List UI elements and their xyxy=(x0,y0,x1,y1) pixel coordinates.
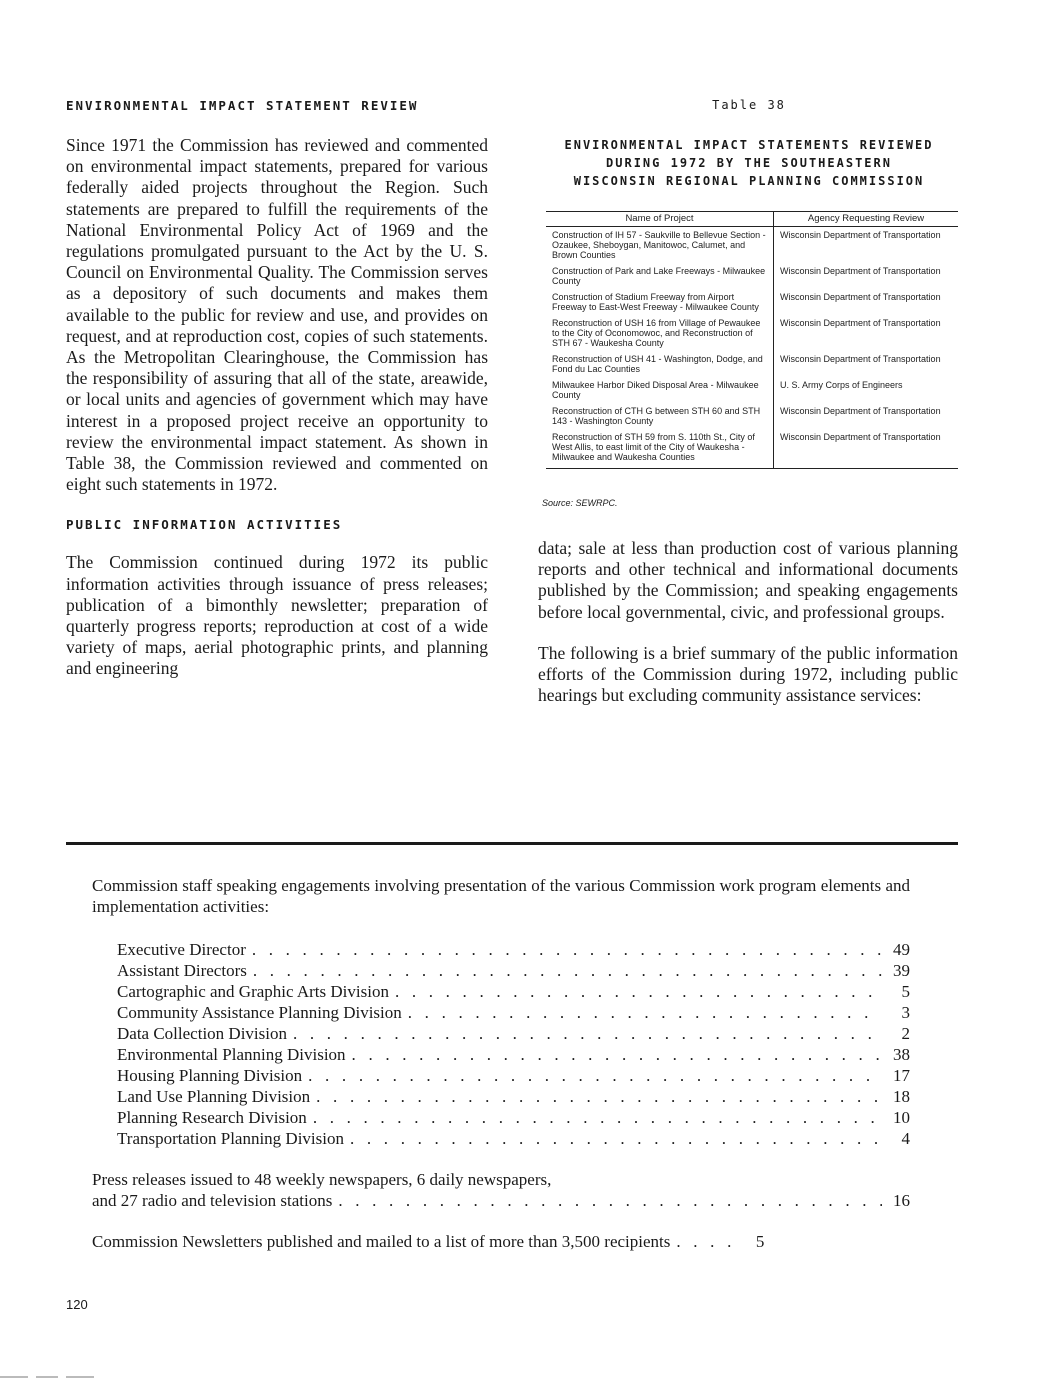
agency-cell: Wisconsin Department of Transportation xyxy=(780,354,941,364)
project-cell: Reconstruction of USH 16 from Village of Pewaukee to the City of Oconomowoc, and Reconstruction of STH 67 - Waukesha County xyxy=(546,315,774,351)
list-item xyxy=(117,1107,910,1128)
agency-cell: Wisconsin Department of Transportation xyxy=(780,318,941,328)
eis-review-paragraph: Since 1971 the Commission has reviewed and commented on environmental impact statements, prepared for various federally aided projects throughout the Region. Such statements are prepared to fulfill the requirements of the National Environmental Policy Act of 1969 and the regulations promulgated pursuant to the Act by the U. S. Council on Environmental Quality. The Commission serves as a depository of such documents and makes them available to the public for review and use, and provides on request, and at reproduction cost, copies of such statements. As the Metropolitan Clearinghouse, the Commission has the responsibility of assuring that all of the state, areawide, or local units and agencies of government which may have interest in a proposed project receive an opportunity to review the environmental impact statement. As shown in Table 38, the Commission reviewed and commented on eight such statements in 1972. xyxy=(66,135,488,495)
dot-leader xyxy=(338,1190,882,1211)
item-value: 18 xyxy=(893,1087,910,1106)
table-row xyxy=(546,351,958,377)
item-value: 49 xyxy=(893,940,910,959)
list-item xyxy=(117,1044,910,1065)
press-releases-value: 16 xyxy=(893,1191,910,1210)
column-header-project: Name of Project xyxy=(546,212,774,227)
dot-leader xyxy=(313,1107,882,1128)
table-number: Table 38 xyxy=(712,98,786,112)
item-label: Housing Planning Division xyxy=(117,1066,303,1085)
item-label: Assistant Directors xyxy=(117,961,247,980)
table-row xyxy=(546,403,958,429)
item-value: 4 xyxy=(901,1129,910,1148)
table-caption-line-3: WISCONSIN REGIONAL PLANNING COMMISSION xyxy=(573,174,925,188)
newsletters-value: 5 xyxy=(755,1232,765,1251)
item-value: 3 xyxy=(901,1003,910,1022)
dot-leader xyxy=(308,1065,882,1086)
table-caption-line-1: ENVIRONMENTAL IMPACT STATEMENTS REVIEWED xyxy=(564,138,934,152)
item-value: 38 xyxy=(893,1045,910,1064)
list-item xyxy=(117,1002,910,1023)
table-row xyxy=(546,227,958,264)
table-row xyxy=(546,289,958,315)
dot-leader xyxy=(676,1231,736,1252)
list-item xyxy=(117,1023,910,1044)
page-number: 120 xyxy=(66,1297,88,1312)
list-item xyxy=(117,1128,910,1149)
column-header-agency: Agency Requesting Review xyxy=(774,212,959,227)
dot-leader xyxy=(316,1086,882,1107)
press-releases-row xyxy=(92,1190,910,1211)
table-row xyxy=(546,315,958,351)
speaking-engagements-intro: Commission staff speaking engagements involving presentation of the various Commission work program elements and implementation activities: xyxy=(92,876,910,916)
dot-leader xyxy=(253,960,882,981)
footer-marks xyxy=(0,1376,100,1378)
press-releases-line-2: and 27 radio and television stations xyxy=(92,1191,333,1210)
table-row xyxy=(546,263,958,289)
right-paragraph-2: The following is a brief summary of the public information efforts of the Commission during 1972, including public hearings but excluding community assistance services: xyxy=(538,642,958,706)
list-item xyxy=(117,1065,910,1086)
public-information-paragraph: The Commission continued during 1972 its public information activities through issuance of press releases; publication of a bimonthly newsletter; preparation of quarterly progress reports; reproduction at cost of a wide variety of maps, aerial photographic prints, and planning and engineering xyxy=(66,552,488,679)
item-value: 10 xyxy=(893,1108,910,1127)
list-item xyxy=(117,981,910,1002)
agency-cell: U. S. Army Corps of Engineers xyxy=(780,380,903,390)
agency-cell: Wisconsin Department of Transportation xyxy=(774,429,959,469)
dot-leader xyxy=(408,1002,882,1023)
agency-cell: Wisconsin Department of Transportation xyxy=(780,266,941,276)
item-label: Land Use Planning Division xyxy=(117,1087,311,1106)
list-item xyxy=(117,960,910,981)
item-value: 2 xyxy=(901,1024,910,1043)
item-value: 5 xyxy=(901,982,910,1001)
project-cell: Construction of Park and Lake Freeways - Milwaukee County xyxy=(546,263,774,289)
table-row xyxy=(546,377,958,403)
project-cell: Reconstruction of USH 41 - Washington, Dodge, and Fond du Lac Counties xyxy=(546,351,774,377)
press-releases-entry xyxy=(92,1169,910,1211)
right-column xyxy=(538,538,958,706)
agency-cell: Wisconsin Department of Transportation xyxy=(780,406,941,416)
table-source-note: Source: SEWRPC. xyxy=(542,498,618,508)
item-label: Cartographic and Graphic Arts Division xyxy=(117,982,389,1001)
item-value: 39 xyxy=(893,961,910,980)
table-header-row xyxy=(546,212,958,227)
item-value: 17 xyxy=(893,1066,910,1085)
table-row xyxy=(546,429,958,469)
summary-section xyxy=(92,875,910,1252)
dot-leader xyxy=(293,1023,882,1044)
agency-cell: Wisconsin Department of Transportation xyxy=(780,230,941,240)
item-label: Environmental Planning Division xyxy=(117,1045,346,1064)
dot-leader xyxy=(395,981,882,1002)
right-paragraph-1: data; sale at less than production cost of various planning reports and other technical and informational documents published by the Commission; and speaking engagements before local governmental, civic, and professional groups. xyxy=(538,538,958,622)
table-caption-line-2: DURING 1972 BY THE SOUTHEASTERN xyxy=(606,156,892,170)
newsletters-entry xyxy=(92,1231,910,1252)
horizontal-rule xyxy=(66,842,958,845)
list-item xyxy=(117,1086,910,1107)
item-label: Planning Research Division xyxy=(117,1108,307,1127)
agency-cell: Wisconsin Department of Transportation xyxy=(780,292,941,302)
project-cell: Reconstruction of CTH G between STH 60 and STH 143 - Washington County xyxy=(546,403,774,429)
press-releases-line-1: Press releases issued to 48 weekly newspapers, 6 daily newspapers, xyxy=(92,1170,552,1189)
eis-table xyxy=(546,211,958,469)
section-heading-public-information: PUBLIC INFORMATION ACTIVITIES xyxy=(66,517,343,533)
left-column xyxy=(66,135,488,680)
project-cell: Milwaukee Harbor Diked Disposal Area - Milwaukee County xyxy=(546,377,774,403)
project-cell: Construction of Stadium Freeway from Airport Freeway to East-West Freeway - Milwaukee County xyxy=(546,289,774,315)
project-cell: Reconstruction of STH 59 from S. 110th St., City of West Allis, to east limit of the City of Waukesha - Milwaukee and Waukesha Counties xyxy=(546,429,774,469)
project-cell: Construction of IH 57 - Saukville to Bellevue Section - Ozaukee, Sheboygan, Manitowoc, Calumet, and Brown Counties xyxy=(546,227,774,264)
newsletters-label: Commission Newsletters published and mailed to a list of more than 3,500 recipients xyxy=(92,1232,671,1251)
item-label: Executive Director xyxy=(117,940,246,959)
item-label: Transportation Planning Division xyxy=(117,1129,344,1148)
section-heading-eis-review: ENVIRONMENTAL IMPACT STATEMENT REVIEW xyxy=(66,98,419,113)
speaking-engagements-list xyxy=(117,939,910,1149)
dot-leader xyxy=(350,1128,882,1149)
dot-leader xyxy=(352,1044,882,1065)
list-item xyxy=(117,939,910,960)
item-label: Data Collection Division xyxy=(117,1024,287,1043)
dot-leader xyxy=(252,939,882,960)
item-label: Community Assistance Planning Division xyxy=(117,1003,402,1022)
